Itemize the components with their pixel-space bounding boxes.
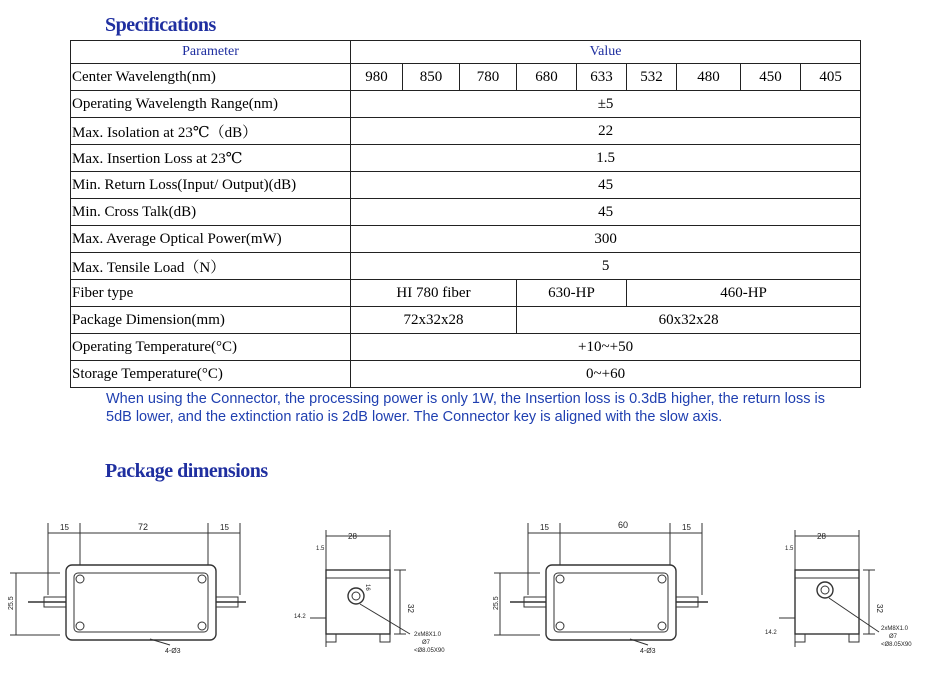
- wavelength-cell: 850: [403, 64, 460, 91]
- table-row: [71, 307, 861, 334]
- row-label: Fiber type: [71, 280, 351, 307]
- dimension-label: 32: [875, 604, 884, 613]
- table-row: [71, 334, 861, 361]
- specifications-table: [70, 40, 861, 388]
- row-value: 45: [351, 172, 861, 199]
- table-row: [71, 226, 861, 253]
- parameter-header: Parameter: [71, 41, 351, 64]
- dimension-label: 32: [406, 604, 415, 613]
- package-end-view-2: [765, 522, 945, 682]
- row-label: Package Dimension(mm): [71, 307, 351, 334]
- row-label: Max. Tensile Load（N）: [71, 253, 351, 280]
- dimension-label: 14.2: [294, 614, 306, 620]
- row-label: Operating Wavelength Range(nm): [71, 91, 351, 118]
- specifications-heading: Specifications: [105, 14, 216, 36]
- row-value: 22: [351, 118, 861, 145]
- table-row: [71, 145, 861, 172]
- wavelength-cell: 680: [517, 64, 577, 91]
- dimension-label: 14.2: [765, 630, 777, 636]
- dimension-label: 28: [817, 532, 826, 541]
- package-dimension-cell: 60x32x28: [517, 307, 861, 334]
- table-header-row: [71, 41, 861, 64]
- dimension-label: 15: [540, 523, 549, 532]
- row-label: Min. Return Loss(Input/ Output)(dB): [71, 172, 351, 199]
- thread-label: <Ø8.05X90: [414, 648, 445, 654]
- value-header: Value: [351, 41, 861, 64]
- dimension-label: 15: [220, 523, 229, 532]
- dimension-label: 25.5: [8, 596, 15, 610]
- connector-note: When using the Connector, the processing power is only 1W, the Insertion loss is 0.3dB higher, the return loss is 5dB lower, and the extinction ratio is 2dB lower. The Connector key is aligned with the slow axis.: [106, 391, 825, 425]
- fiber-type-cell: 630-HP: [517, 280, 627, 307]
- thread-label: Ø7: [889, 634, 898, 640]
- table-row: [71, 199, 861, 226]
- dimension-label: 15: [60, 523, 69, 532]
- hole-label: 4-Ø3: [640, 648, 656, 655]
- thread-label: Ø7: [422, 640, 431, 646]
- wavelength-cell: 532: [627, 64, 677, 91]
- table-row: [71, 280, 861, 307]
- row-value: 1.5: [351, 145, 861, 172]
- table-row: [71, 118, 861, 145]
- table-row: [71, 91, 861, 118]
- dimension-label: 60: [618, 520, 629, 530]
- wavelength-cell: 450: [741, 64, 801, 91]
- table-row: [71, 172, 861, 199]
- wavelength-cell: 405: [801, 64, 861, 91]
- dimension-label: 25.5: [493, 596, 500, 610]
- fiber-type-cell: HI 780 fiber: [351, 280, 517, 307]
- package-drawing-small: [490, 515, 730, 682]
- row-value: 5: [351, 253, 861, 280]
- wavelength-cell: 780: [460, 64, 517, 91]
- thread-label: 2xM8X1.0: [881, 626, 909, 632]
- package-dimensions-heading: Package dimensions: [105, 460, 268, 482]
- package-end-view: [290, 522, 470, 682]
- fiber-type-cell: 460-HP: [627, 280, 861, 307]
- table-row: [71, 64, 861, 91]
- wavelength-cell: 980: [351, 64, 403, 91]
- dimension-label: 16: [364, 584, 370, 591]
- row-label: Max. Isolation at 23℃（dB）: [71, 118, 351, 145]
- row-label: Storage Temperature(°C): [71, 361, 351, 388]
- wavelength-cell: 480: [677, 64, 741, 91]
- thread-label: 2xM8X1.0: [414, 632, 442, 638]
- dimension-label: 28: [348, 532, 357, 541]
- package-dimension-cell: 72x32x28: [351, 307, 517, 334]
- row-value: 45: [351, 199, 861, 226]
- row-label: Operating Temperature(°C): [71, 334, 351, 361]
- row-label: Max. Insertion Loss at 23℃: [71, 145, 351, 172]
- table-row: [71, 361, 861, 388]
- row-value: ±5: [351, 91, 861, 118]
- dimension-label: 1.5: [316, 546, 325, 552]
- dimension-label: 15: [682, 523, 691, 532]
- thread-label: <Ø8.05X90: [881, 642, 912, 648]
- package-drawing-large: [0, 515, 250, 682]
- row-label: Center Wavelength(nm): [71, 64, 351, 91]
- row-label: Max. Average Optical Power(mW): [71, 226, 351, 253]
- row-label: Min. Cross Talk(dB): [71, 199, 351, 226]
- wavelength-cell: 633: [577, 64, 627, 91]
- row-value: +10~+50: [351, 334, 861, 361]
- row-value: 300: [351, 226, 861, 253]
- hole-label: 4-Ø3: [165, 648, 181, 655]
- dimension-label: 72: [138, 522, 149, 532]
- table-row: [71, 253, 861, 280]
- dimension-label: 1.5: [785, 546, 794, 552]
- row-value: 0~+60: [351, 361, 861, 388]
